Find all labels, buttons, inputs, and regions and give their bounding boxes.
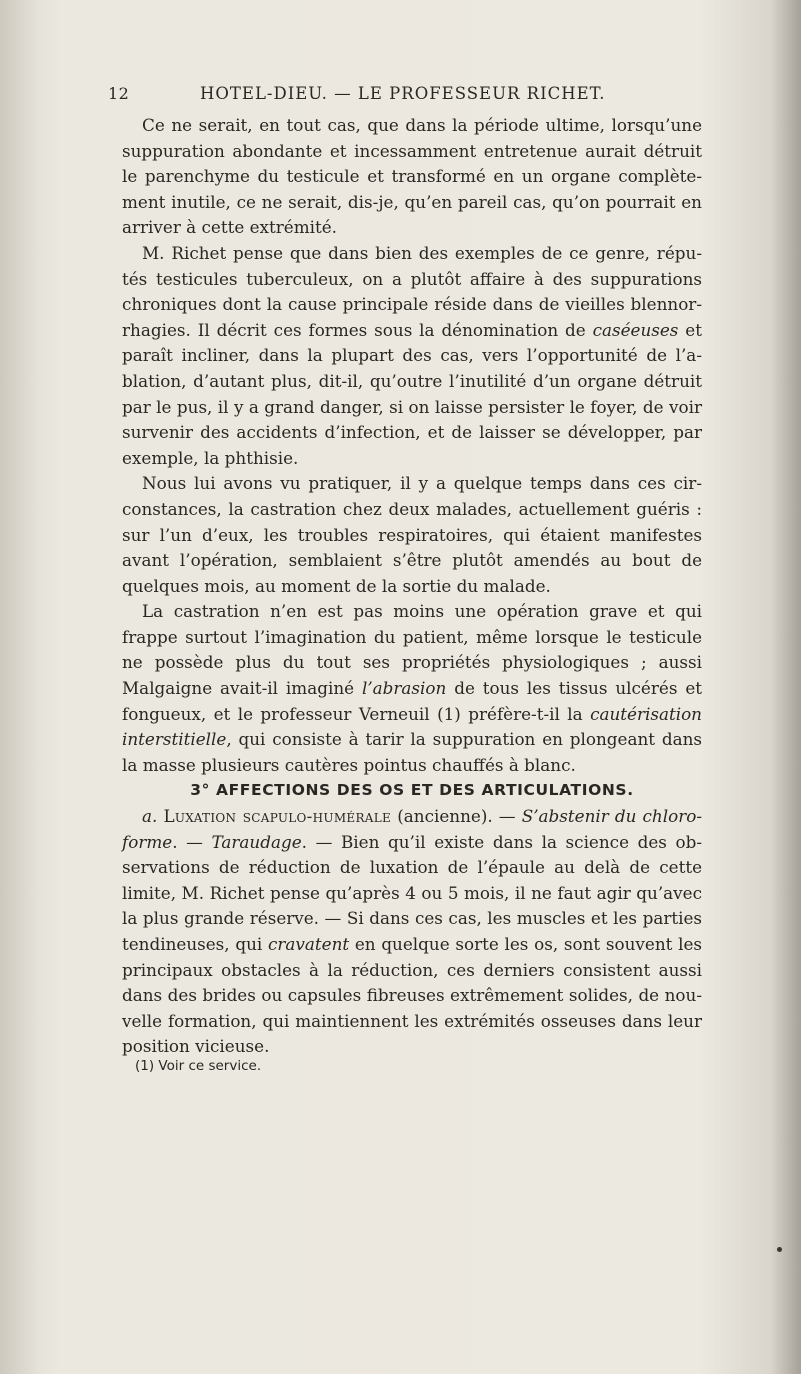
page-binding-shadow — [0, 0, 40, 1374]
paragraph-1: Ce ne serait, en tout cas, que dans la période ultime, lorsqu’une suppuration abondante et incessamment entretenue aurait détruit le parenchyme du testicule et transformé en un organe complètement inutile, ce ne serait, dis-je, qu’en pareil cas, qu’on pourrait en arriver à cette extrémité. — [122, 115, 702, 238]
ink-dot-mark — [777, 1247, 782, 1252]
paragraph-2: M. Richet pense que dans bien des exemples de ce genre, réputés testicules tuberculeux, on a plutôt affaire à des suppurations chroniques dont la cause principale réside dans de vieilles blennorrhagies. Il décrit ces formes sous la dénomination de caséeuses et paraît incliner, dans la plupart des cas, vers l’opportunité de l’ablation, d’autant plus, dit-il, qu’outre l’inutilité d’un organe détruit par le pus, il y a grand danger, si on laisse persister le foyer, de voir survenir des accidents d’infection, et de laisser se développer, par exemple, la phthisie. — [122, 242, 702, 468]
term-cravatent: cravatent — [268, 934, 350, 954]
paragraph-3: Nous lui avons vu pratiquer, il y a quelque temps dans ces circonstances, la castration chez deux malades, actuellement guéris : sur l’un d’eux, les troubles respiratoires, qui étaient manifestes avant l’opération, semblaient s’être plutôt amendés au bout de quelques mois, au moment de la sortie du malade. — [122, 473, 702, 596]
body-text — [122, 113, 702, 1060]
page-number: 12 — [108, 84, 130, 103]
term-caseeuses: caséeuses — [592, 319, 679, 340]
section-heading: 3° AFFECTIONS DES OS ET DES ARTICULATIONS. — [190, 781, 634, 800]
running-title: HOTEL-DIEU. — LE PROFESSEUR RICHET. — [200, 84, 606, 103]
paragraph-5: a. Luxation scapulo-humérale (ancienne). — S’abstenir du chloroforme. — Taraudage. — Bien qu’il existe dans la science des observations de réduction de luxation de l’épaule au delà de cette limite, M. Richet pense qu’après 4 ou 5 mois, il ne faut agir qu’avec la plus grande réserve. — Si dans ces cas, les muscles et les parties tendineuses, qui cravatent en quelque sorte les os, sont souvent les principaux obstacles à la réduction, ces derniers consistent aussi dans des brides ou capsules fibreuses extrêmement solides, de nouvelle formation, qui maintiennent les extrémités osseuses dans leur position vicieuse. — [122, 806, 703, 1057]
item-letter: a. — [142, 806, 164, 827]
term-taraudage: Taraudage — [211, 831, 302, 852]
term-cauterisation: cautérisation interstitielle — [122, 703, 702, 750]
paragraph-4: La castration n’en est pas moins une opération grave et qui frappe surtout l’imagination du patient, même lorsque le testicule ne possède plus du tout ses propriétés physiologiques ; aussi Malgaigne avait-il imaginé l’abrasion de tous les tissus ulcérés et fongueux, et le professeur Verneuil (1) préfère-t-il la cautérisation interstitielle, qui consiste à tarir la suppuration en plongeant dans la masse plusieurs cautères pointus chauffés à blanc. — [122, 601, 702, 775]
footnote: (1) Voir ce service. — [135, 1058, 262, 1074]
term-chloroforme: S’abstenir du chloroforme — [122, 806, 702, 852]
item-title: Luxation scapulo-humérale — [163, 806, 392, 827]
term-abrasion: l’abrasion — [361, 678, 447, 699]
page-edge-shadow — [771, 0, 801, 1374]
